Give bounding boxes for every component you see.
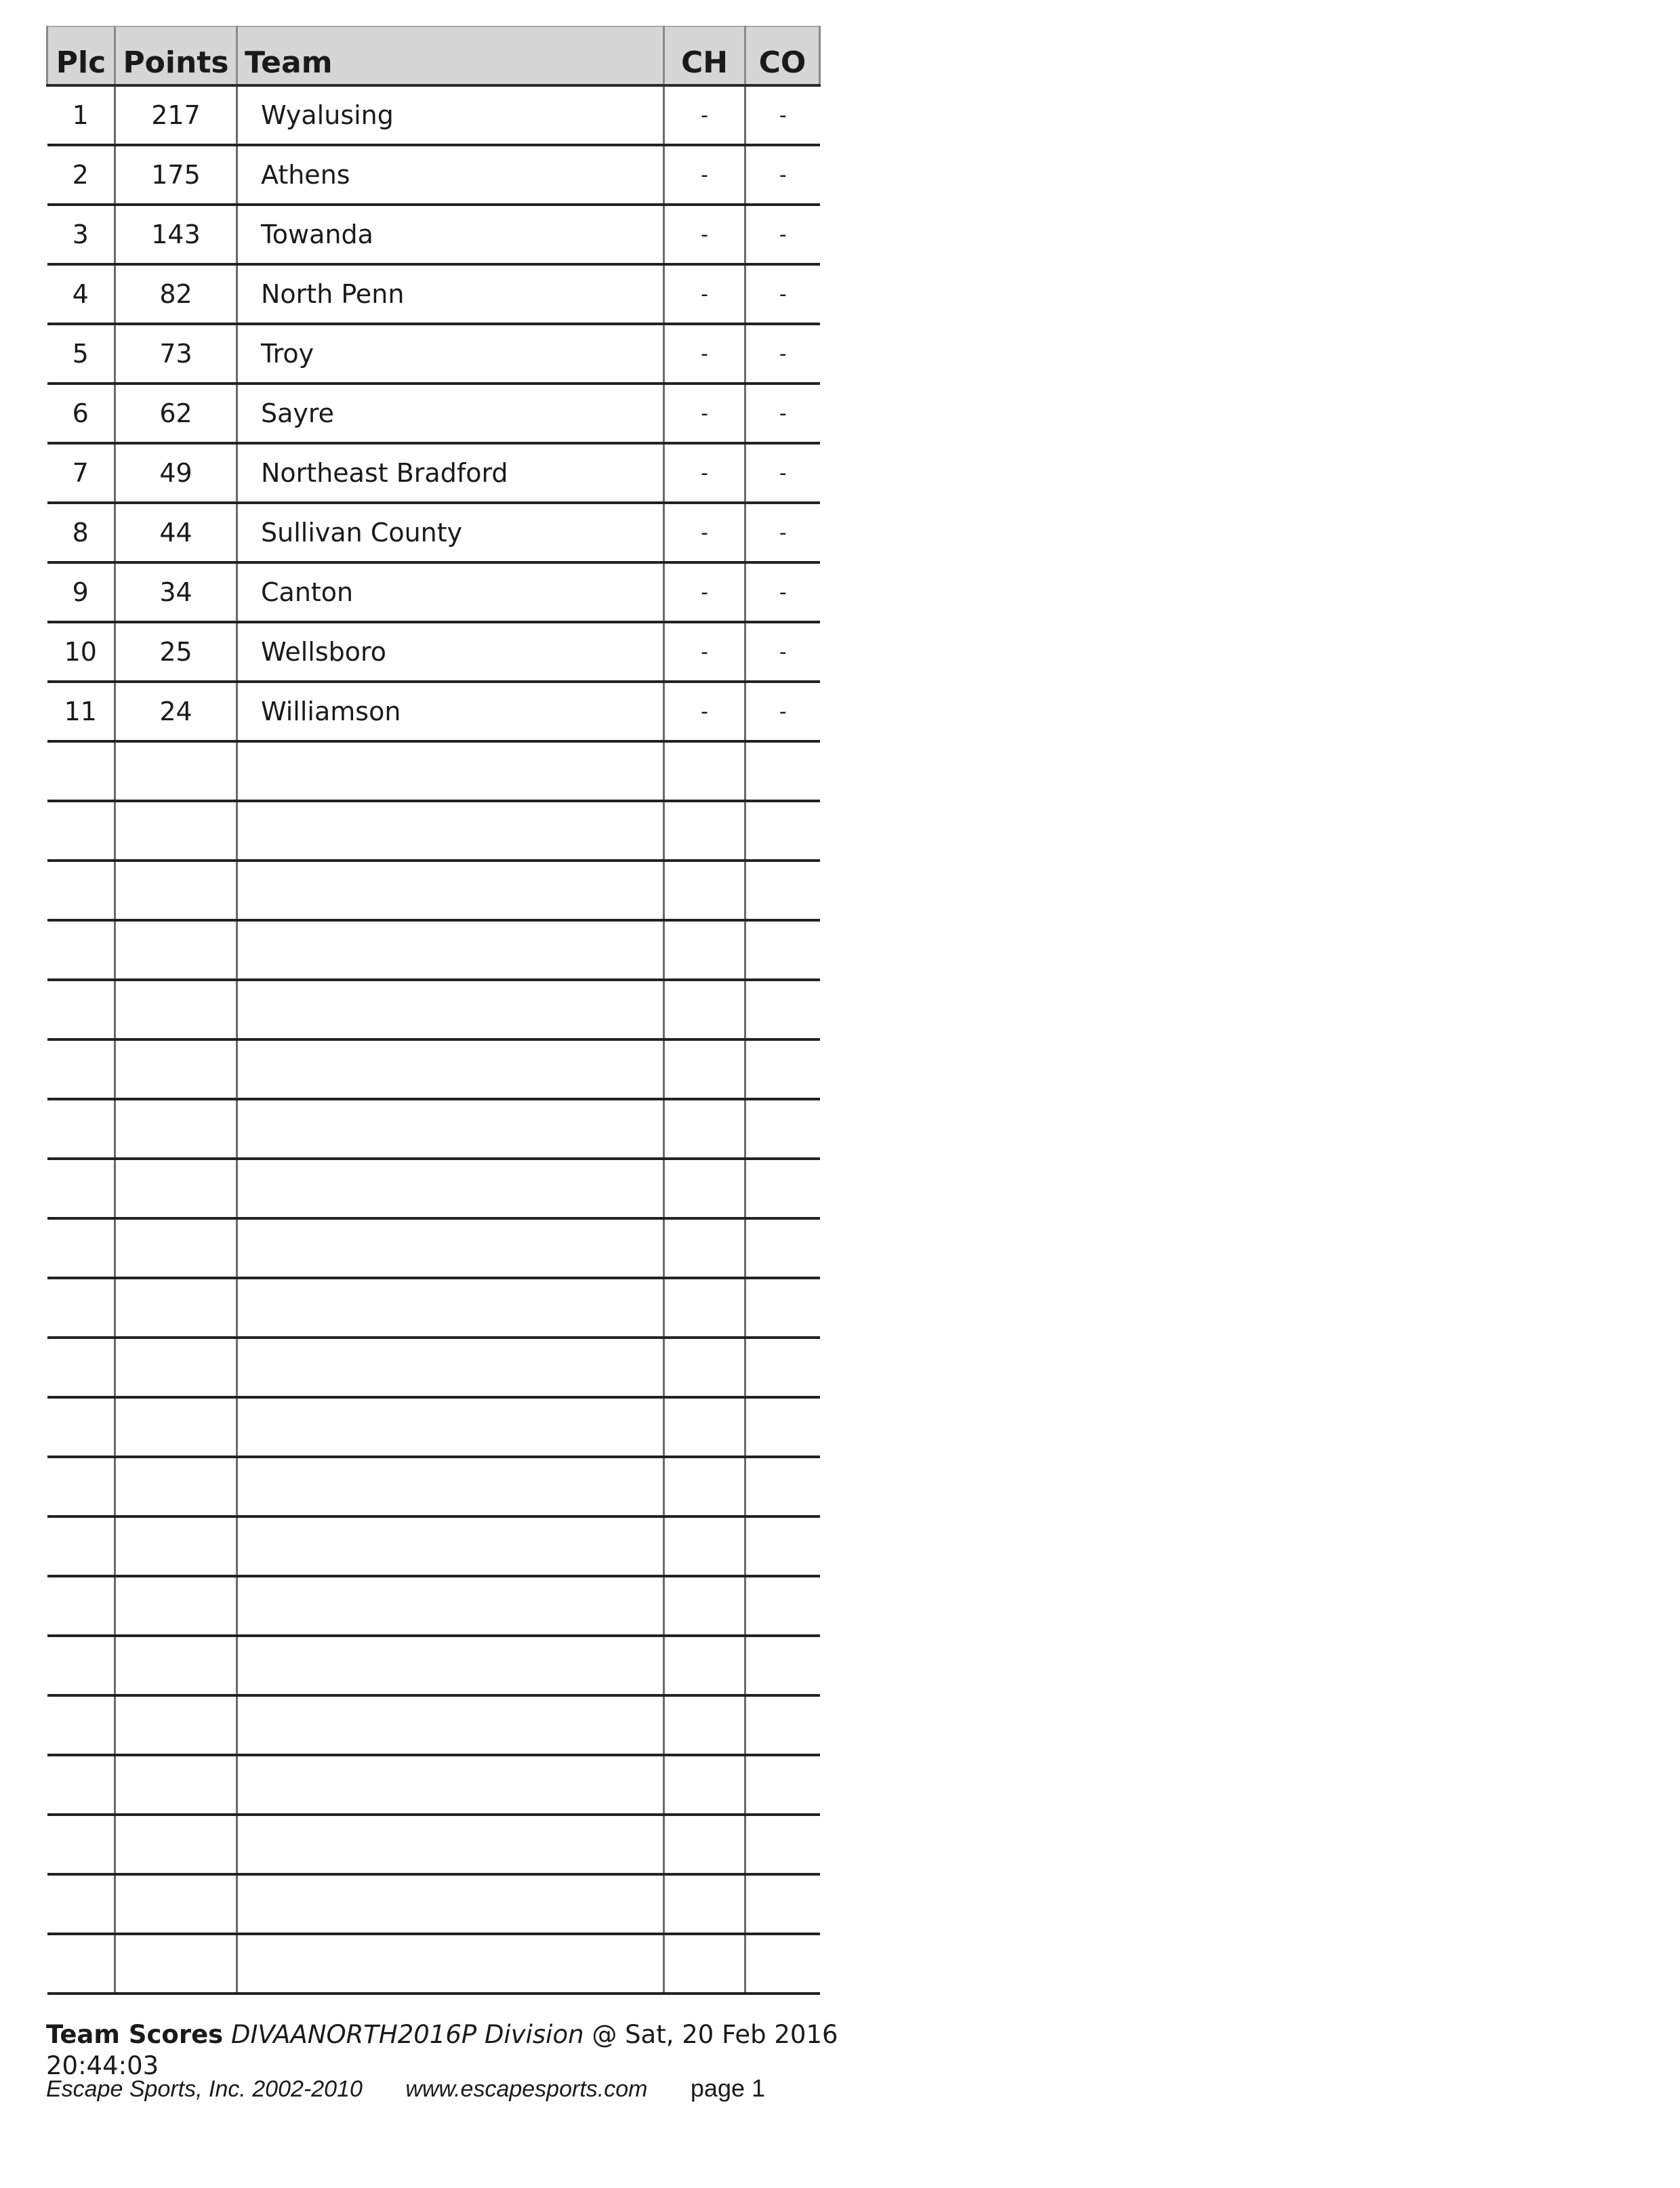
empty-cell	[47, 1576, 115, 1636]
cell-team: Troy	[237, 324, 664, 384]
cell-points: 73	[115, 324, 237, 384]
empty-cell	[664, 1278, 745, 1338]
empty-table-row	[47, 861, 820, 920]
empty-cell	[664, 801, 745, 861]
empty-cell	[237, 1457, 664, 1516]
empty-cell	[664, 1874, 745, 1934]
cell-ch: -	[664, 503, 745, 562]
empty-cell	[745, 1576, 820, 1636]
cell-plc: 11	[47, 682, 115, 741]
empty-cell	[237, 1636, 664, 1695]
cell-points: 175	[115, 145, 237, 205]
empty-cell	[664, 861, 745, 920]
empty-cell	[237, 861, 664, 920]
page-footer	[46, 2019, 859, 2103]
cell-plc: 6	[47, 384, 115, 443]
table-row	[47, 205, 820, 264]
table-row	[47, 682, 820, 741]
empty-cell	[664, 1397, 745, 1457]
cell-plc: 7	[47, 443, 115, 503]
empty-cell	[745, 1815, 820, 1874]
empty-table-row	[47, 1516, 820, 1576]
empty-cell	[47, 1218, 115, 1278]
empty-cell	[47, 1457, 115, 1516]
empty-cell	[664, 1815, 745, 1874]
empty-cell	[745, 1695, 820, 1755]
empty-cell	[47, 1636, 115, 1695]
empty-cell	[115, 1039, 237, 1099]
empty-table-row	[47, 920, 820, 980]
table-row	[47, 503, 820, 562]
cell-ch: -	[664, 85, 745, 145]
header-plc: Plc	[47, 26, 115, 85]
empty-cell	[745, 1338, 820, 1397]
cell-co: -	[745, 443, 820, 503]
empty-cell	[745, 1636, 820, 1695]
empty-cell	[745, 741, 820, 801]
table-body	[47, 85, 820, 1994]
cell-plc: 9	[47, 562, 115, 622]
footer-credits	[46, 2075, 859, 2103]
footer-website: www.escapesports.com	[405, 2076, 648, 2102]
empty-cell	[237, 1516, 664, 1576]
team-scores-sheet	[46, 26, 819, 1995]
empty-cell	[115, 1934, 237, 1994]
empty-cell	[47, 861, 115, 920]
empty-cell	[47, 1099, 115, 1159]
empty-cell	[745, 1934, 820, 1994]
empty-table-row	[47, 1695, 820, 1755]
empty-table-row	[47, 1278, 820, 1338]
empty-table-row	[47, 1815, 820, 1874]
table-row	[47, 443, 820, 503]
cell-ch: -	[664, 682, 745, 741]
empty-cell	[237, 1755, 664, 1815]
empty-cell	[115, 741, 237, 801]
empty-cell	[115, 1755, 237, 1815]
empty-table-row	[47, 1576, 820, 1636]
empty-cell	[237, 980, 664, 1039]
footer-company: Escape Sports, Inc. 2002-2010	[46, 2076, 363, 2102]
empty-cell	[237, 1218, 664, 1278]
empty-cell	[47, 1874, 115, 1934]
empty-cell	[664, 1516, 745, 1576]
empty-cell	[745, 1457, 820, 1516]
table-row	[47, 324, 820, 384]
footer-datetime: @ Sat, 20 Feb 2016 20:44:03	[46, 2020, 838, 2080]
cell-plc: 3	[47, 205, 115, 264]
empty-cell	[47, 1278, 115, 1338]
empty-cell	[47, 1516, 115, 1576]
footer-division: DIVAANORTH2016P Division	[230, 2020, 584, 2049]
empty-cell	[237, 1576, 664, 1636]
cell-ch: -	[664, 324, 745, 384]
empty-cell	[237, 1874, 664, 1934]
table-row	[47, 562, 820, 622]
footer-report-title	[46, 2019, 859, 2082]
empty-table-row	[47, 1159, 820, 1218]
cell-co: -	[745, 384, 820, 443]
empty-cell	[115, 1099, 237, 1159]
empty-cell	[745, 1397, 820, 1457]
empty-table-row	[47, 1397, 820, 1457]
team-scores-table	[46, 26, 821, 1995]
empty-cell	[664, 1039, 745, 1099]
cell-ch: -	[664, 443, 745, 503]
empty-cell	[664, 1934, 745, 1994]
empty-cell	[47, 1338, 115, 1397]
empty-cell	[237, 1397, 664, 1457]
empty-cell	[47, 1159, 115, 1218]
cell-co: -	[745, 682, 820, 741]
empty-cell	[745, 801, 820, 861]
cell-ch: -	[664, 622, 745, 682]
cell-points: 62	[115, 384, 237, 443]
empty-cell	[664, 1218, 745, 1278]
header-team: Team	[237, 26, 664, 85]
empty-table-row	[47, 1218, 820, 1278]
table-row	[47, 145, 820, 205]
empty-cell	[115, 1815, 237, 1874]
table-row	[47, 384, 820, 443]
empty-table-row	[47, 1338, 820, 1397]
empty-cell	[745, 920, 820, 980]
cell-co: -	[745, 205, 820, 264]
empty-cell	[664, 920, 745, 980]
empty-cell	[664, 1338, 745, 1397]
header-points: Points	[115, 26, 237, 85]
empty-cell	[664, 1159, 745, 1218]
cell-co: -	[745, 324, 820, 384]
empty-cell	[115, 1636, 237, 1695]
empty-cell	[664, 1695, 745, 1755]
empty-cell	[745, 1516, 820, 1576]
empty-cell	[115, 1397, 237, 1457]
empty-cell	[115, 1457, 237, 1516]
empty-cell	[47, 741, 115, 801]
empty-cell	[745, 1755, 820, 1815]
empty-cell	[664, 1755, 745, 1815]
cell-ch: -	[664, 264, 745, 324]
empty-cell	[115, 1159, 237, 1218]
empty-cell	[664, 1636, 745, 1695]
cell-team: Sayre	[237, 384, 664, 443]
cell-team: Canton	[237, 562, 664, 622]
cell-plc: 5	[47, 324, 115, 384]
cell-plc: 1	[47, 85, 115, 145]
cell-plc: 2	[47, 145, 115, 205]
empty-cell	[237, 741, 664, 801]
empty-cell	[745, 1099, 820, 1159]
empty-cell	[47, 980, 115, 1039]
cell-co: -	[745, 85, 820, 145]
cell-points: 24	[115, 682, 237, 741]
cell-team: Wyalusing	[237, 85, 664, 145]
header-ch: CH	[664, 26, 745, 85]
cell-points: 82	[115, 264, 237, 324]
footer-title: Team Scores	[46, 2020, 224, 2049]
empty-cell	[47, 920, 115, 980]
empty-cell	[115, 920, 237, 980]
empty-cell	[745, 980, 820, 1039]
empty-cell	[237, 1815, 664, 1874]
empty-cell	[115, 1695, 237, 1755]
empty-cell	[47, 1695, 115, 1755]
cell-points: 34	[115, 562, 237, 622]
cell-points: 143	[115, 205, 237, 264]
empty-cell	[47, 801, 115, 861]
footer-page-number: page 1	[690, 2074, 766, 2102]
empty-cell	[115, 801, 237, 861]
empty-cell	[115, 861, 237, 920]
cell-team: Wellsboro	[237, 622, 664, 682]
cell-co: -	[745, 264, 820, 324]
empty-cell	[664, 980, 745, 1039]
empty-table-row	[47, 1099, 820, 1159]
cell-team: North Penn	[237, 264, 664, 324]
empty-cell	[115, 1218, 237, 1278]
empty-cell	[237, 801, 664, 861]
header-co: CO	[745, 26, 820, 85]
table-row	[47, 622, 820, 682]
cell-team: Athens	[237, 145, 664, 205]
empty-table-row	[47, 801, 820, 861]
empty-cell	[115, 1516, 237, 1576]
table-row	[47, 85, 820, 145]
empty-cell	[664, 1099, 745, 1159]
empty-cell	[745, 1874, 820, 1934]
empty-cell	[47, 1397, 115, 1457]
empty-table-row	[47, 1457, 820, 1516]
cell-ch: -	[664, 145, 745, 205]
cell-co: -	[745, 503, 820, 562]
empty-cell	[745, 1159, 820, 1218]
empty-cell	[47, 1934, 115, 1994]
empty-cell	[237, 1039, 664, 1099]
cell-co: -	[745, 622, 820, 682]
empty-cell	[47, 1815, 115, 1874]
empty-table-row	[47, 1039, 820, 1099]
empty-cell	[115, 1338, 237, 1397]
empty-cell	[745, 1218, 820, 1278]
cell-team: Northeast Bradford	[237, 443, 664, 503]
empty-cell	[237, 1278, 664, 1338]
empty-cell	[664, 1457, 745, 1516]
empty-table-row	[47, 1934, 820, 1994]
empty-cell	[115, 1874, 237, 1934]
table-header	[47, 26, 820, 85]
cell-team: Sullivan County	[237, 503, 664, 562]
cell-ch: -	[664, 562, 745, 622]
empty-table-row	[47, 980, 820, 1039]
cell-plc: 10	[47, 622, 115, 682]
empty-cell	[237, 920, 664, 980]
empty-cell	[745, 861, 820, 920]
empty-cell	[664, 741, 745, 801]
empty-table-row	[47, 1755, 820, 1815]
cell-points: 49	[115, 443, 237, 503]
cell-points: 44	[115, 503, 237, 562]
empty-cell	[115, 980, 237, 1039]
cell-co: -	[745, 145, 820, 205]
empty-cell	[115, 1278, 237, 1338]
empty-cell	[47, 1755, 115, 1815]
cell-points: 217	[115, 85, 237, 145]
empty-cell	[745, 1278, 820, 1338]
empty-cell	[237, 1338, 664, 1397]
empty-table-row	[47, 1874, 820, 1934]
empty-cell	[47, 1039, 115, 1099]
empty-cell	[237, 1695, 664, 1755]
cell-team: Williamson	[237, 682, 664, 741]
cell-points: 25	[115, 622, 237, 682]
cell-ch: -	[664, 205, 745, 264]
empty-cell	[115, 1576, 237, 1636]
cell-plc: 4	[47, 264, 115, 324]
empty-cell	[237, 1159, 664, 1218]
empty-cell	[237, 1099, 664, 1159]
cell-team: Towanda	[237, 205, 664, 264]
empty-cell	[237, 1934, 664, 1994]
empty-table-row	[47, 741, 820, 801]
cell-ch: -	[664, 384, 745, 443]
empty-table-row	[47, 1636, 820, 1695]
empty-cell	[745, 1039, 820, 1099]
cell-co: -	[745, 562, 820, 622]
cell-plc: 8	[47, 503, 115, 562]
table-row	[47, 264, 820, 324]
empty-cell	[664, 1576, 745, 1636]
